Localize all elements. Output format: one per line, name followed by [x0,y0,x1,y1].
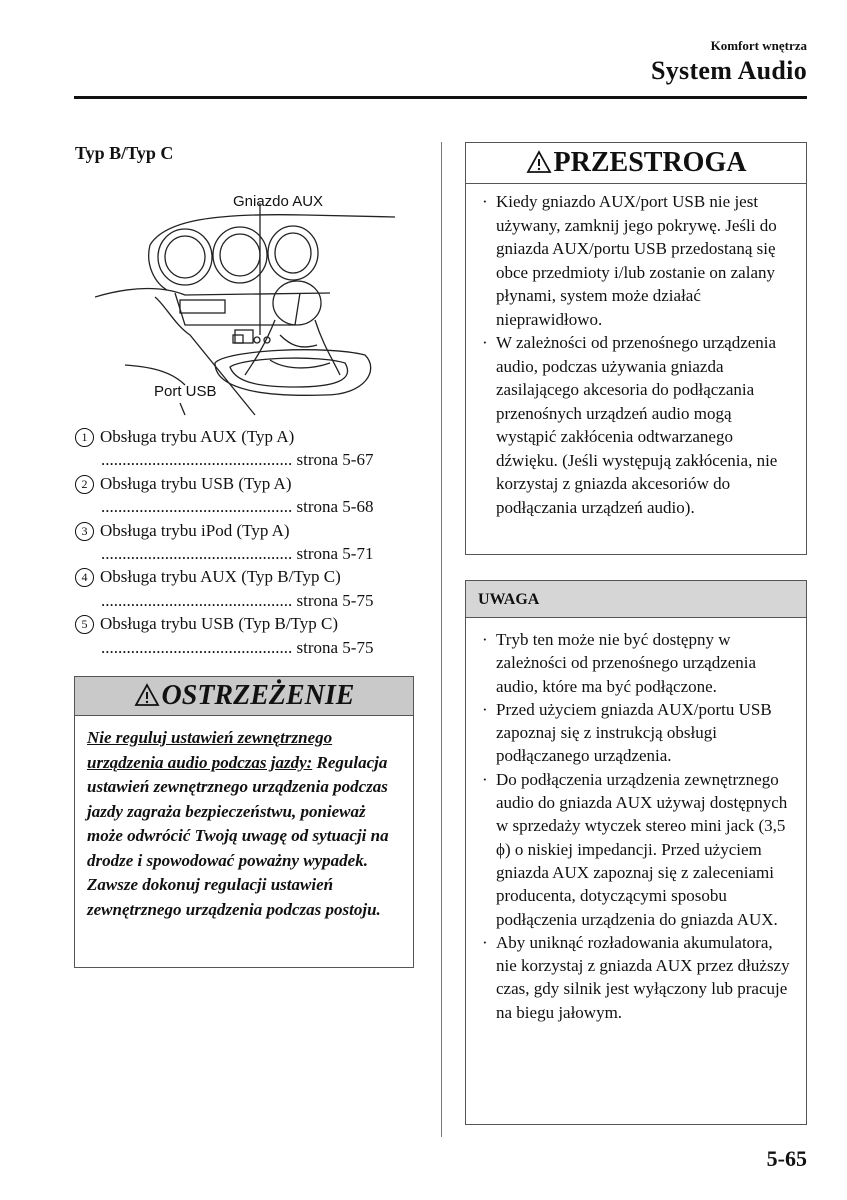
label-usb-port: Port USB [154,383,217,400]
reference-page: strona 5-75 [296,590,374,610]
reference-page: strona 5-67 [296,450,374,470]
note-title: UWAGA [466,581,806,618]
note-body [466,618,806,1024]
section-name: Komfort wnętrza [710,38,807,53]
note-item: · Przed użyciem gniazda AUX/portu USB zapoznaj się z instrukcją obsługi podłączanego urządzenia. [482,699,772,766]
console-diagram [95,185,430,425]
reference-page: strona 5-75 [296,637,374,657]
warning-triangle-icon [526,150,552,174]
reference-item[interactable] [75,565,415,612]
warning-body [75,716,413,922]
warning-box [74,676,414,968]
label-aux-socket: Gniazdo AUX [233,193,324,210]
dot-leader: ............................................. [101,544,293,564]
reference-item[interactable] [75,519,415,566]
circled-number: 4 [75,568,94,587]
caution-title: PRZESTROGA [553,147,747,178]
header-rule [74,96,807,99]
reference-page: strona 5-71 [296,544,374,564]
warning-text: Regulacja ustawień zewnętrznego urządzenia podczas jazdy zagraża bezpieczeństwu, ponieważ może odwrócić Twoją uwagę od sytuacji na drodze i spowodować poważny wypadek. Zawsze dokonuj regulacji ustawień zewnętrznego urządzenia podczas postoju. [87,752,389,919]
note-item: · Aby uniknąć rozładowania akumulatora, nie korzystaj z gniazda AUX przez dłuższy czas, gdy silnik jest wyłączony lub pracuje na biegu jałowym. [482,932,790,1022]
column-divider [441,142,442,1137]
circled-number: 1 [75,428,94,447]
reference-title: Obsługa trybu iPod (Typ A) [100,520,290,540]
note-item: · Do podłączenia urządzenia zewnętrznego audio do gniazda AUX używaj dostępnych w sprzedaży wtyczek stereo mini jack (3,5 ϕ) o niskiej impedancji. Przed użyciem gniazda AUX zapoznaj się z zaleceniami producenta, dotyczącymi sposobu podłączenia urządzenia do gniazda AUX. [482,769,788,929]
warning-header [75,677,413,716]
reference-list [75,425,415,659]
page-title: System Audio [650,56,807,85]
reference-item[interactable] [75,472,415,519]
note-item: · Tryb ten może nie być dostępny w zależności od przenośnego urządzenia audio, które ma być podłączone. [482,630,757,696]
dot-leader: ............................................. [101,590,293,610]
type-label: Typ B/Typ C [75,143,174,163]
reference-title: Obsługa trybu USB (Typ B/Typ C) [100,614,338,634]
reference-item[interactable] [75,612,415,659]
warning-lead: Nie reguluj ustawień zewnętrznego urządzenia audio podczas jazdy: [87,728,333,772]
dot-leader: ............................................. [101,637,293,657]
reference-item[interactable] [75,425,415,472]
reference-title: Obsługa trybu AUX (Typ B/Typ C) [100,567,341,587]
dot-leader: ............................................. [101,450,293,470]
dot-leader: ............................................. [101,497,293,517]
note-box [465,580,807,1125]
warning-title: OSTRZEŻENIE [161,680,355,711]
reference-title: Obsługa trybu AUX (Typ A) [100,427,295,446]
caution-body [466,184,806,519]
circled-number: 3 [75,522,94,541]
circled-number: 2 [75,475,94,494]
page-number: 5-65 [766,1146,807,1171]
caution-box [465,142,807,555]
reference-title: Obsługa trybu USB (Typ A) [100,473,292,493]
caution-item: · Kiedy gniazdo AUX/port USB nie jest używany, zamknij jego pokrywę. Jeśli do gniazda AUX/portu USB przedostaną się obce przedmioty i/lub zostanie on zalany płynami, system może działać nieprawidłowo. [482,192,777,329]
reference-page: strona 5-68 [296,497,374,517]
caution-item: · W zależności od przenośnego urządzenia audio, podczas używania gniazda zasilającego akcesoria do podłączania przenośnych urządzeń audio mogą wystąpić zakłócenia odtwarzanego dźwięku. (Jeśli występują zakłócenia, nie korzystaj z gniazda akcesoriów do podłączania urządzeń audio). [482,333,778,517]
caution-header [466,143,806,184]
circled-number: 5 [75,615,94,634]
warning-triangle-icon [134,683,160,707]
